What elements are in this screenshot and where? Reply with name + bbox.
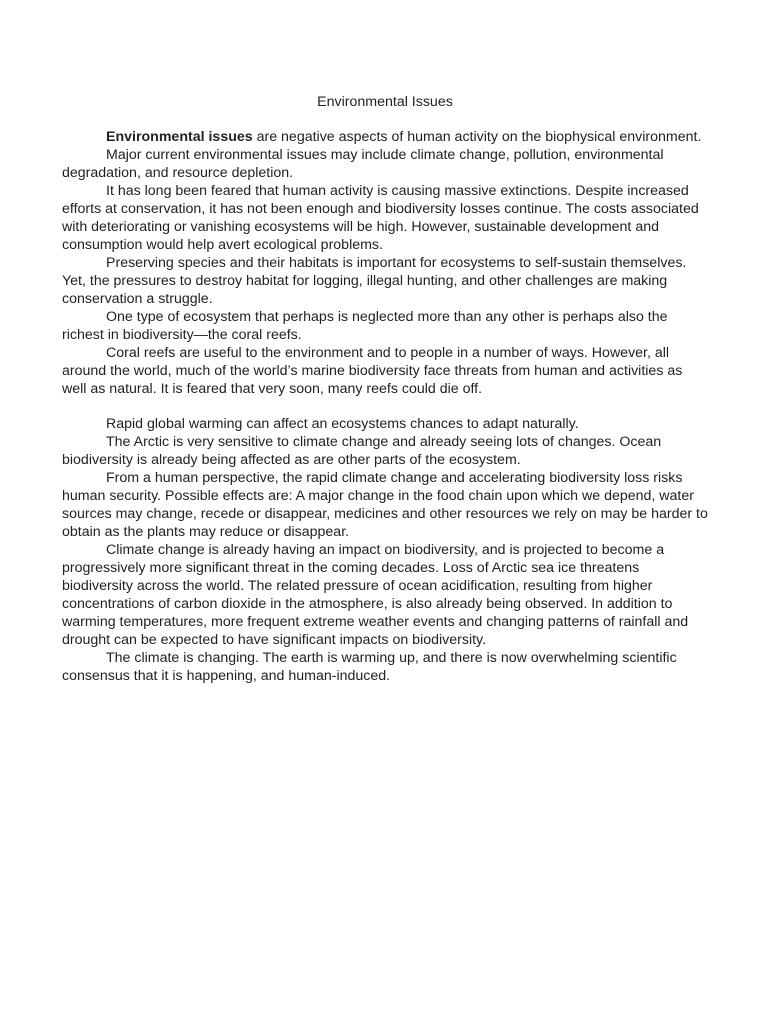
document-title: Environmental Issues: [317, 94, 453, 110]
paragraph: The climate is changing. The earth is warming up, and there is now overwhelming scientific consensus that it is happening, and human-induced.: [62, 650, 677, 684]
paragraph-spacer: [62, 398, 708, 415]
paragraph: Rapid global warming can affect an ecosystems chances to adapt naturally.: [106, 416, 579, 432]
paragraph: Coral reefs are useful to the environment and to people in a number of ways. However, all around the world, much of the world’s marine biodiversity face threats from human and activities as well as natural. It is feared that very soon, many reefs could die off.: [62, 345, 683, 397]
paragraph: It has long been feared that human activity is causing massive extinctions. Despite increased efforts at conservation, it has not been enough and biodiversity losses continue. The costs associated with deteriorating or vanishing ecosystems will be high. However, sustainable development and consumption would help avert ecological problems.: [62, 183, 699, 253]
paragraph: Climate change is already having an impact on biodiversity, and is projected to become a progressively more significant threat in the coming decades. Loss of Arctic sea ice threatens biodiversity across the world. The related pressure of ocean acidification, resulting from higher concentrations of carbon dioxide in the atmosphere, is also already being observed. In addition to warming temperatures, more frequent extreme weather events and changing patterns of rainfall and drought can be expected to have significant impacts on biodiversity.: [62, 542, 689, 648]
paragraph: One type of ecosystem that perhaps is neglected more than any other is perhaps also the richest in biodiversity—the coral reefs.: [62, 309, 668, 343]
paragraph: Major current environmental issues may include climate change, pollution, environmental degradation, and resource depletion.: [62, 147, 664, 181]
paragraph: From a human perspective, the rapid climate change and accelerating biodiversity loss risks human security. Possible effects are: A major change in the food chain upon which we depend, water sources may change, recede or disappear, medicines and other resources we rely on may be harder to obtain as the plants may reduce or disappear.: [62, 470, 708, 540]
intro-paragraph: [62, 128, 708, 146]
paragraph: Preserving species and their habitats is important for ecosystems to self-sustain themselves. Yet, the pressures to destroy habitat for logging, illegal hunting, and other challenges are making conservation a struggle.: [62, 255, 687, 307]
document-page: [62, 93, 708, 685]
intro-rest-text: are negative aspects of human activity on the biophysical environment.: [252, 129, 702, 145]
intro-bold-term: Environmental issues: [106, 129, 253, 145]
paragraph: The Arctic is very sensitive to climate change and already seeing lots of changes. Ocean biodiversity is already being affected as are other parts of the ecosystem.: [62, 434, 662, 468]
